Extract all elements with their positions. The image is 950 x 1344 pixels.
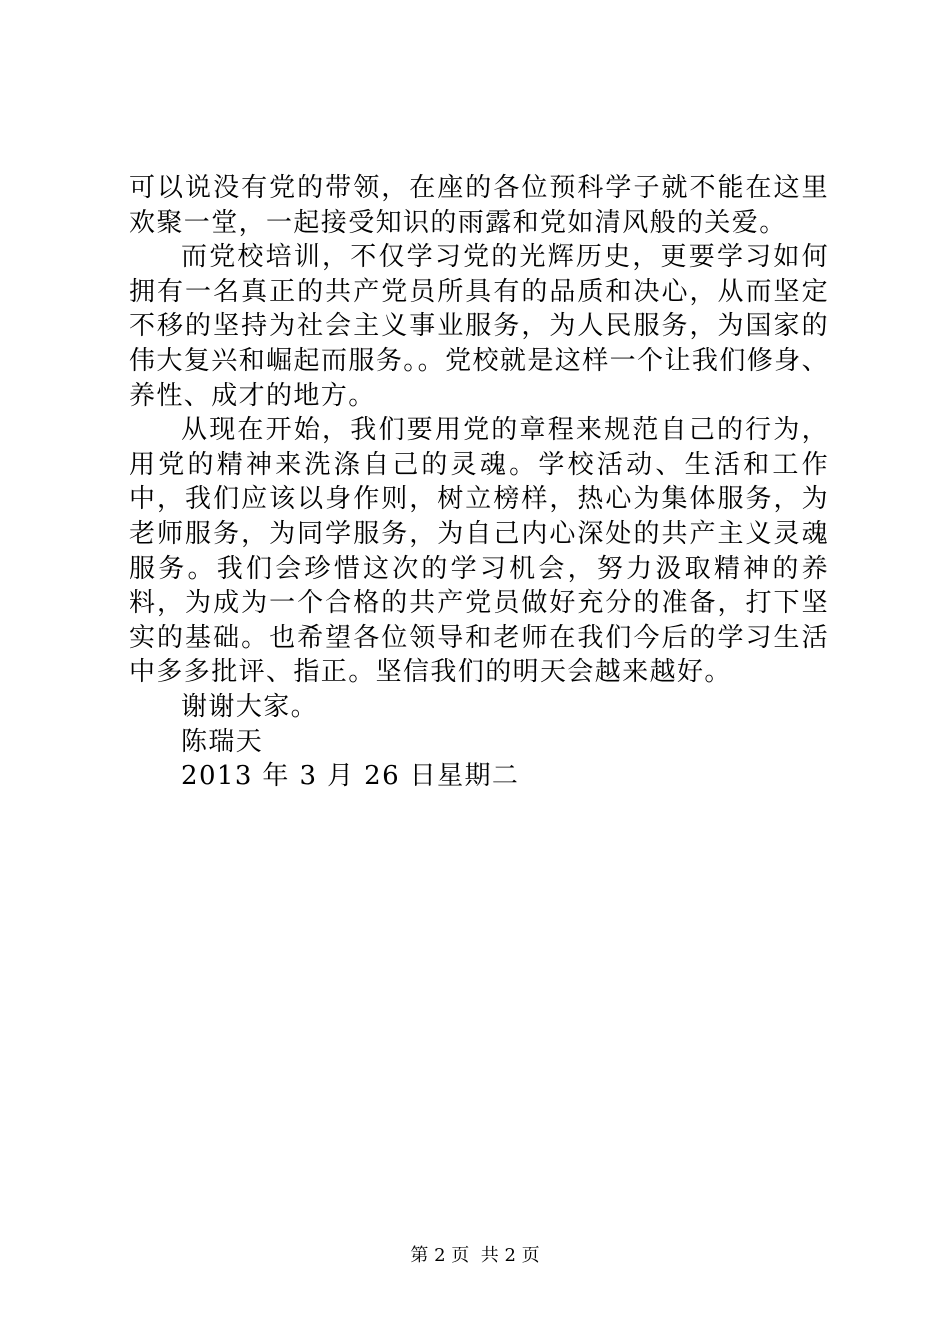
paragraph-3: 从现在开始，我们要用党的章程来规范自己的行为，用党的精神来洗涤自己的灵魂。学校活动、生活和工作中，我们应该以身作则，树立榜样，热心为集体服务，为老师服务，为同学服务，为自己内心深处的共产主义灵魂服务。我们会珍惜这次的学习机会，努力汲取精神的养料，为成为一个合格的共产党员做好充分的准备，打下坚实的基础。也希望各位领导和老师在我们今后的学习生活中多多批评、指正。坚信我们的明天会越来越好。	[129, 415, 829, 688]
paragraph-2: 而党校培训，不仅学习党的光辉历史，更要学习如何拥有一名真正的共产党员所具有的品质和决心，从而坚定不移的坚持为社会主义事业服务，为人民服务，为国家的伟大复兴和崛起而服务。。党校就是这样一个让我们修身、养性、成才的地方。	[129, 242, 829, 411]
page-total: 共 2 页	[480, 1245, 540, 1266]
paragraph-1: 可以说没有党的带领，在座的各位预科学子就不能在这里欢聚一堂，一起接受知识的雨露和党如清风般的关爱。	[129, 173, 829, 238]
document-body	[129, 171, 829, 794]
page-footer	[0, 1244, 950, 1268]
date-line: 2013 年 3 月 26 日星期二	[181, 761, 520, 792]
author-name: 陈瑞天	[181, 726, 264, 757]
page-number: 第 2 页	[410, 1245, 470, 1266]
closing-line: 谢谢大家。	[181, 691, 319, 722]
